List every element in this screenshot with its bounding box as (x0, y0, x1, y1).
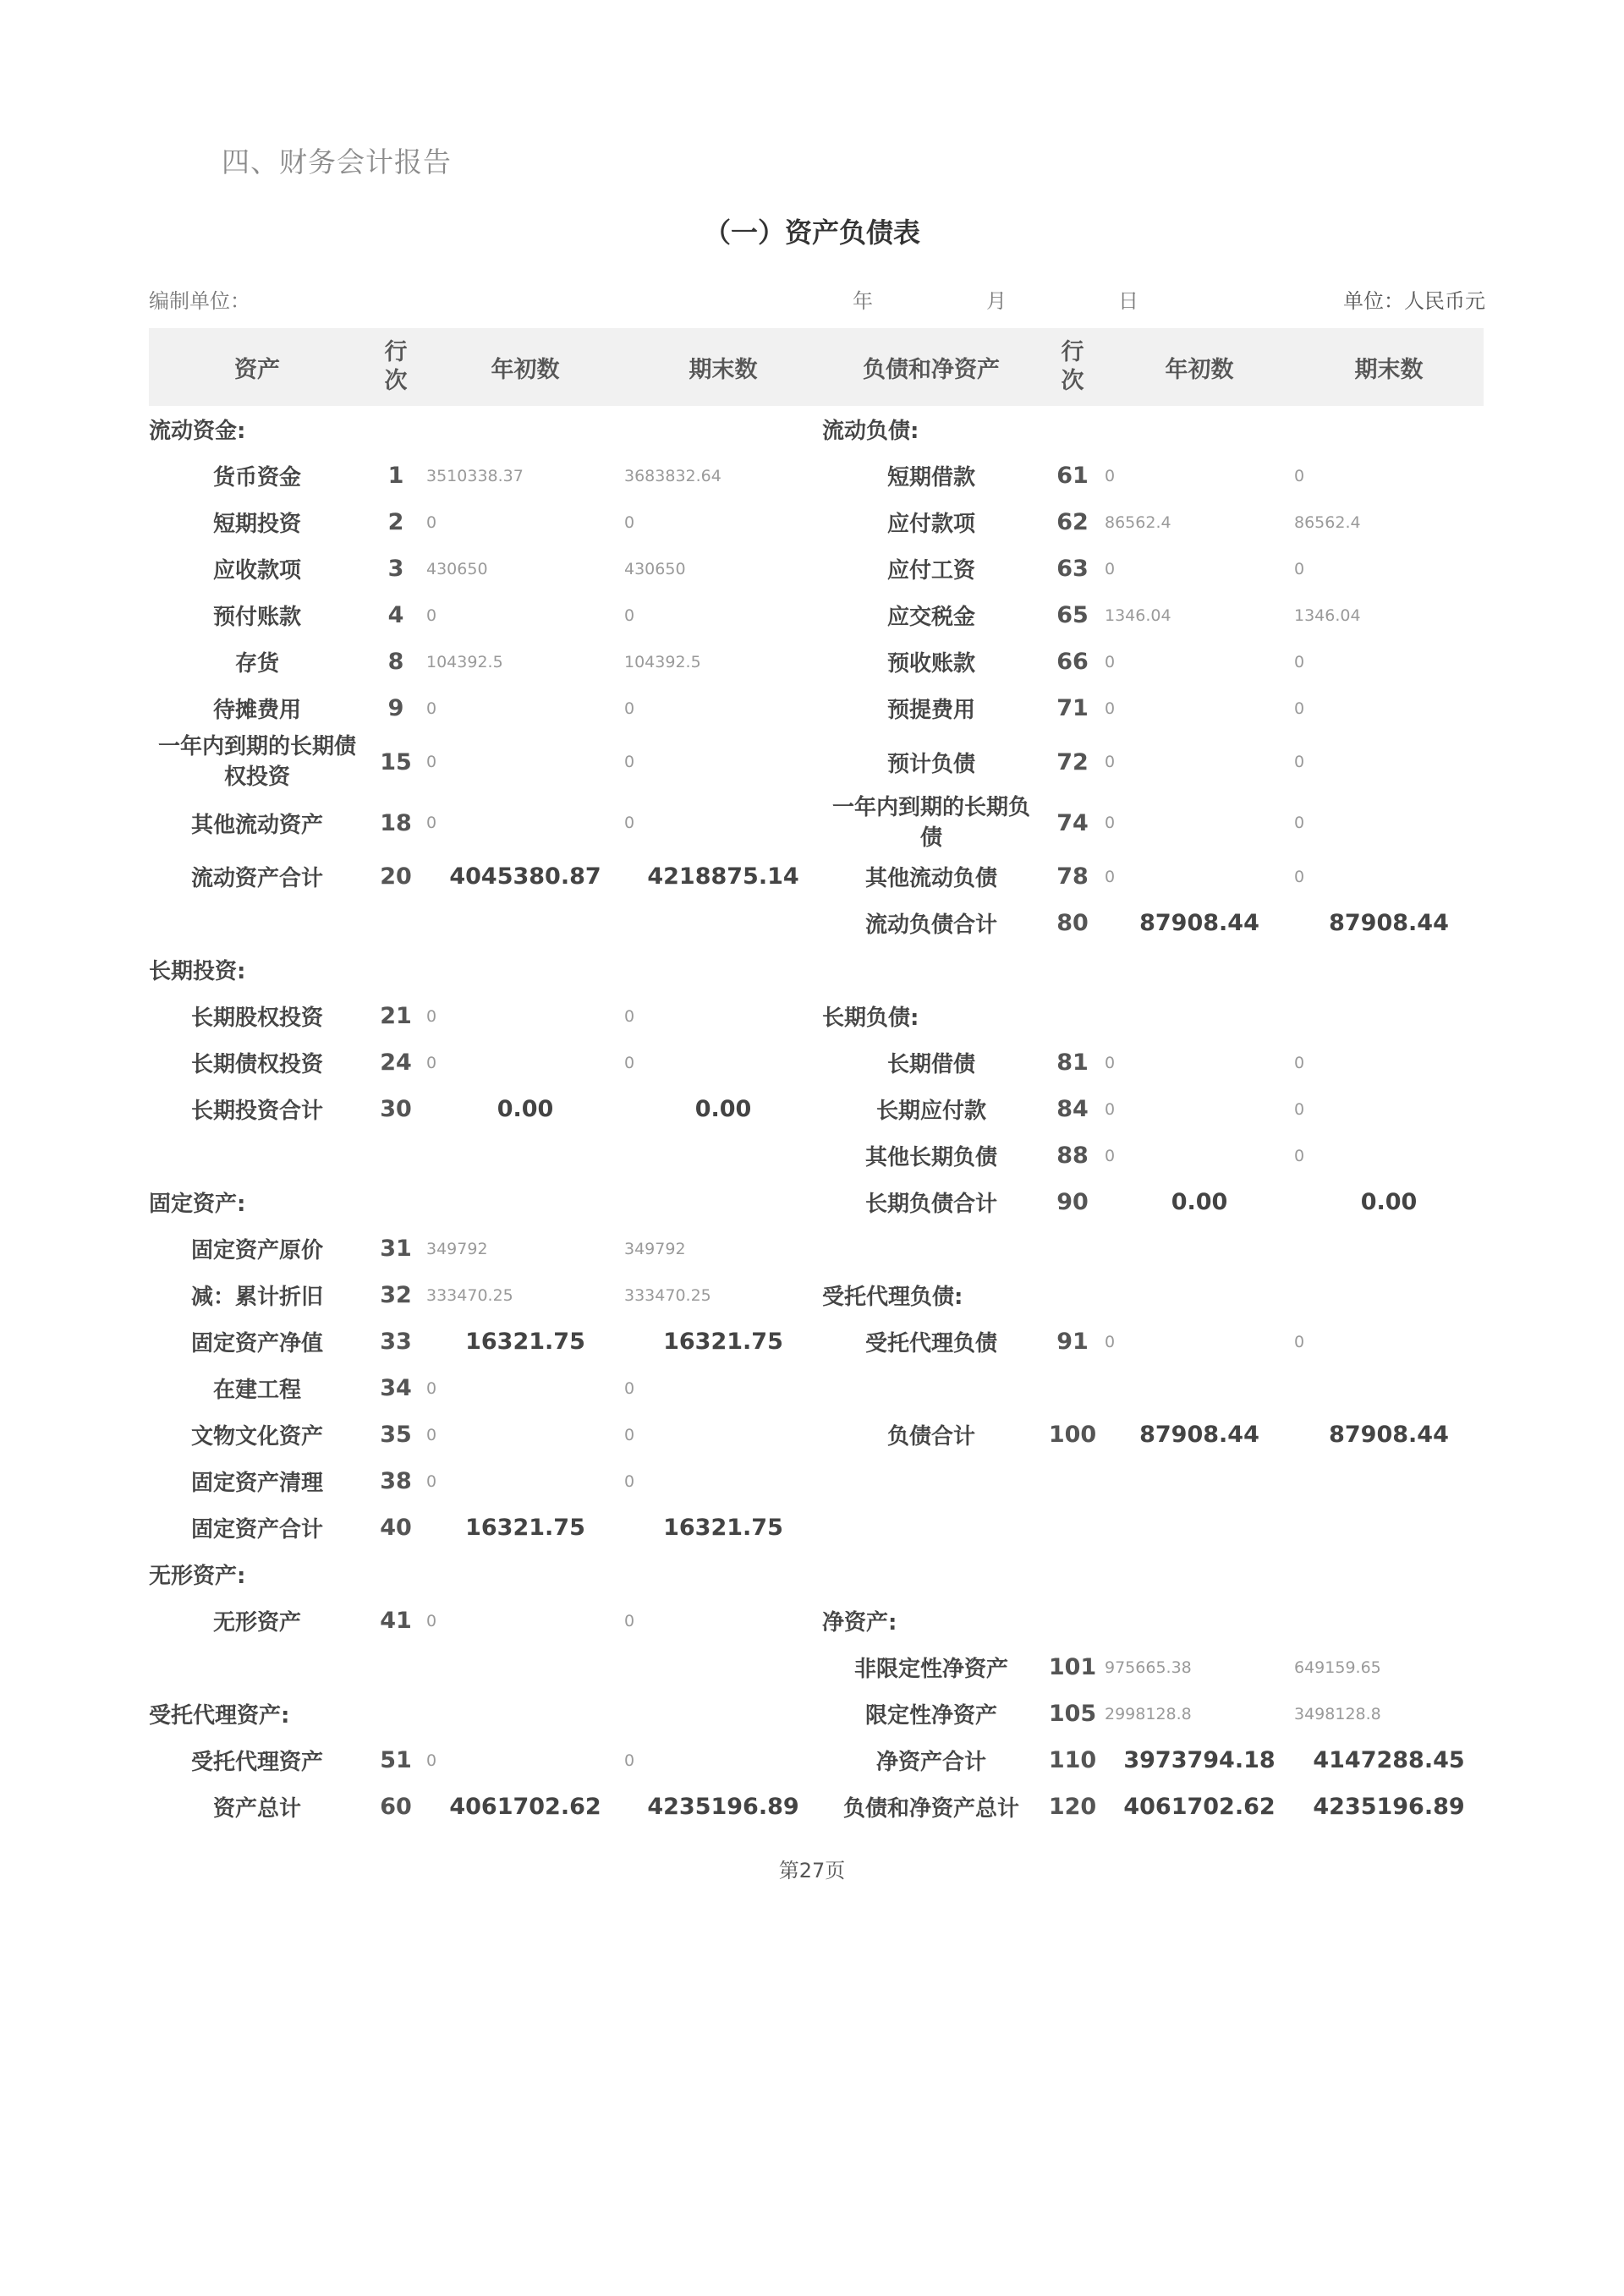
table-row (149, 1318, 1484, 1365)
empty-cell (822, 1225, 1040, 1272)
item-label: 应交税金 (886, 605, 975, 630)
table-row (149, 1551, 1484, 1597)
end-value: 16321.75 (663, 1515, 783, 1541)
empty-cell (1294, 946, 1484, 993)
begin-value: 0 (426, 753, 437, 771)
end-value: 0 (1294, 466, 1305, 485)
empty-cell (822, 1504, 1040, 1551)
empty-cell (624, 900, 822, 946)
table-header-row (149, 328, 1484, 406)
table-row (149, 732, 1484, 792)
table-row (149, 1132, 1484, 1179)
total-label: 长期投资合计 (190, 1099, 323, 1124)
end-value: 16321.75 (663, 1329, 783, 1355)
row-number: 74 (1056, 809, 1089, 836)
category-label: 无形资产: (149, 1564, 246, 1589)
end-value: 3498128.8 (1294, 1704, 1381, 1723)
item-label: 存货 (234, 651, 279, 677)
empty-cell (822, 1458, 1040, 1504)
row-number: 41 (380, 1608, 412, 1634)
end-value: 4218875.14 (647, 863, 799, 890)
begin-value: 0 (1105, 753, 1116, 771)
empty-cell (1040, 1504, 1105, 1551)
table-row (149, 1039, 1484, 1086)
end-value: 4235196.89 (1313, 1794, 1465, 1820)
empty-cell (1040, 1365, 1105, 1411)
begin-value: 0 (1105, 699, 1116, 718)
balance-sheet-table (149, 328, 1484, 1830)
row-number: 8 (387, 649, 404, 675)
row-number: 40 (380, 1515, 412, 1541)
begin-value: 87908.44 (1139, 910, 1259, 936)
empty-cell (624, 1644, 822, 1690)
row-number: 31 (380, 1236, 412, 1262)
end-value: 0 (1294, 1053, 1305, 1072)
header-end: 期末数 (624, 328, 822, 406)
begin-value: 0 (426, 606, 437, 625)
begin-value: 0 (1105, 466, 1116, 485)
row-number: 101 (1048, 1654, 1097, 1680)
end-value: 0 (1294, 1332, 1305, 1351)
item-label: 短期投资 (212, 512, 301, 537)
begin-value: 0 (426, 1751, 437, 1770)
table-row (149, 1504, 1484, 1551)
table-row (149, 1644, 1484, 1690)
begin-value: 4061702.62 (449, 1794, 601, 1820)
end-value: 4235196.89 (647, 1794, 799, 1820)
empty-cell (822, 1365, 1040, 1411)
begin-value: 0 (1105, 1332, 1116, 1351)
row-number: 100 (1048, 1422, 1097, 1448)
end-value: 349792 (624, 1239, 686, 1258)
row-number: 60 (380, 1794, 412, 1820)
total-label: 流动负债合计 (864, 912, 997, 938)
month-label: 月 (986, 289, 1007, 313)
end-value: 0 (624, 699, 635, 718)
row-number: 9 (387, 695, 404, 721)
begin-value: 0 (426, 1425, 437, 1444)
total-label: 净资产合计 (875, 1750, 986, 1775)
begin-value: 333470.25 (426, 1285, 513, 1305)
row-number: 72 (1056, 748, 1089, 775)
row-number: 61 (1056, 463, 1089, 489)
row-number: 21 (380, 1003, 412, 1029)
end-value: 0 (1294, 753, 1305, 771)
row-number: 15 (380, 748, 412, 775)
row-number: 2 (387, 509, 404, 535)
begin-value: 0 (426, 699, 437, 718)
row-number: 32 (380, 1282, 412, 1308)
empty-cell (822, 1551, 1040, 1597)
end-value: 0 (624, 814, 635, 832)
empty-cell (1105, 1504, 1294, 1551)
empty-cell (1294, 1504, 1484, 1551)
table-row (149, 792, 1484, 853)
row-number: 84 (1056, 1096, 1089, 1122)
row-number: 110 (1048, 1747, 1097, 1773)
row-number: 18 (380, 809, 412, 836)
category-label: 净资产: (822, 1610, 897, 1636)
begin-value: 0 (426, 1611, 437, 1630)
item-label: 货币资金 (212, 465, 301, 490)
end-value: 0 (1294, 699, 1305, 718)
item-label: 其他长期负债 (864, 1145, 997, 1170)
total-label: 固定资产净值 (190, 1331, 323, 1356)
item-label: 减：累计折旧 (190, 1285, 323, 1310)
table-row (149, 1272, 1484, 1318)
end-value: 0 (1294, 652, 1305, 671)
header-row-no-2 (1040, 328, 1105, 406)
item-label: 受托代理资产 (190, 1750, 323, 1775)
table-row (149, 499, 1484, 545)
end-value: 104392.5 (624, 652, 701, 671)
empty-cell (822, 946, 1040, 993)
item-label: 一年内到期的长期债权投资 (157, 734, 356, 790)
begin-value: 0 (1105, 814, 1116, 832)
row-number: 90 (1056, 1189, 1089, 1215)
table-row (149, 900, 1484, 946)
table-row (149, 1225, 1484, 1272)
item-label: 受托代理负债 (864, 1331, 997, 1356)
item-label: 其他流动资产 (190, 812, 323, 838)
end-value: 0.00 (1360, 1189, 1418, 1215)
end-value: 87908.44 (1329, 1422, 1449, 1448)
begin-value: 3973794.18 (1123, 1747, 1276, 1773)
item-label: 预计负债 (886, 751, 975, 777)
end-value: 0 (1294, 559, 1305, 578)
end-value: 0.00 (694, 1096, 752, 1122)
table-row (149, 1690, 1484, 1737)
end-value: 0 (1294, 1146, 1305, 1165)
end-value: 0 (1294, 867, 1305, 886)
page-number: 第27页 (778, 1859, 846, 1882)
end-value: 0 (624, 1053, 635, 1072)
table-row (149, 1458, 1484, 1504)
table-row (149, 685, 1484, 732)
empty-cell (1294, 1458, 1484, 1504)
begin-value: 3510338.37 (426, 466, 524, 485)
year-label: 年 (853, 289, 873, 313)
begin-value: 0 (426, 1471, 437, 1491)
empty-cell (1040, 946, 1105, 993)
table-row (149, 946, 1484, 993)
begin-value: 0 (1105, 652, 1116, 671)
empty-cell (1294, 1365, 1484, 1411)
item-label: 文物文化资产 (190, 1424, 323, 1449)
empty-cell (365, 1644, 426, 1690)
row-number: 88 (1056, 1143, 1089, 1169)
empty-cell (1040, 1551, 1105, 1597)
empty-cell (1105, 1365, 1294, 1411)
end-value: 0 (624, 1378, 635, 1398)
unit-label: 单位：人民币元 (1343, 289, 1485, 313)
item-label: 应付工资 (886, 558, 975, 584)
table-row (149, 406, 1484, 452)
row-number: 33 (380, 1329, 412, 1355)
begin-value: 0 (426, 1378, 437, 1398)
empty-cell (149, 900, 365, 946)
begin-value: 0 (426, 512, 437, 532)
table-row (149, 1737, 1484, 1784)
total-label: 固定资产合计 (190, 1517, 323, 1543)
begin-value: 2998128.8 (1105, 1704, 1192, 1723)
begin-value: 0 (1105, 867, 1116, 886)
begin-value: 349792 (426, 1239, 488, 1258)
begin-value: 86562.4 (1105, 512, 1171, 532)
row-number: 80 (1056, 910, 1089, 936)
empty-cell (426, 1132, 624, 1179)
begin-value: 4045380.87 (449, 863, 601, 890)
end-value: 0 (624, 1611, 635, 1630)
item-label: 预收账款 (886, 651, 975, 677)
row-number: 63 (1056, 556, 1089, 582)
empty-cell (1105, 1225, 1294, 1272)
header-liability: 负债和净资产 (822, 328, 1040, 406)
total-label: 资产总计 (212, 1796, 301, 1822)
category-label: 受托代理资产: (149, 1703, 290, 1729)
item-label: 无形资产 (212, 1610, 301, 1636)
empty-cell (1105, 1458, 1294, 1504)
total-label: 流动资产合计 (190, 866, 323, 891)
begin-value: 0 (426, 1053, 437, 1072)
table-row (149, 592, 1484, 638)
item-label: 预付账款 (212, 605, 301, 630)
empty-cell (624, 1132, 822, 1179)
end-value: 0 (624, 753, 635, 771)
row-number: 51 (380, 1747, 412, 1773)
empty-cell (1294, 1551, 1484, 1597)
compiler-label: 编制单位： (149, 289, 250, 313)
document-title: （一）资产负债表 (703, 216, 920, 249)
end-value: 649159.65 (1294, 1658, 1381, 1677)
table-row (149, 853, 1484, 900)
empty-cell (426, 1644, 624, 1690)
row-number: 81 (1056, 1049, 1089, 1076)
end-value: 0 (624, 1751, 635, 1770)
item-label: 固定资产清理 (190, 1471, 323, 1496)
table-row (149, 1086, 1484, 1132)
table-row (149, 545, 1484, 592)
row-number: 30 (380, 1096, 412, 1122)
category-label: 流动负债: (822, 419, 919, 444)
header-begin: 年初数 (426, 328, 624, 406)
item-label: 应付款项 (886, 512, 975, 537)
row-number: 4 (387, 602, 404, 628)
category-label: 固定资产: (149, 1192, 246, 1217)
header-end-2: 期末数 (1294, 328, 1484, 406)
begin-value: 0.00 (497, 1096, 554, 1122)
item-label: 待摊费用 (212, 698, 301, 723)
table-row (149, 993, 1484, 1039)
begin-value: 0 (1105, 559, 1116, 578)
row-number: 62 (1056, 509, 1089, 535)
table-row (149, 638, 1484, 685)
begin-value: 87908.44 (1139, 1422, 1259, 1448)
table-row (149, 1784, 1484, 1830)
empty-cell (365, 900, 426, 946)
empty-cell (1105, 946, 1294, 993)
item-label: 长期债权投资 (190, 1052, 323, 1077)
row-number: 34 (380, 1375, 412, 1401)
total-label: 负债和净资产总计 (842, 1796, 1019, 1822)
header-row-no-text: 行次 (384, 339, 408, 394)
section-heading: 四、财务会计报告 (222, 145, 452, 178)
item-label: 应收款项 (212, 558, 301, 584)
begin-value: 430650 (426, 559, 488, 578)
end-value: 0 (624, 1425, 635, 1444)
item-label: 限定性净资产 (864, 1703, 997, 1729)
item-label: 预提费用 (886, 698, 975, 723)
item-label: 一年内到期的长期负债 (831, 795, 1030, 851)
begin-value: 975665.38 (1105, 1658, 1192, 1677)
table-row (149, 1597, 1484, 1644)
row-number: 105 (1048, 1701, 1097, 1727)
begin-value: 1346.04 (1105, 606, 1171, 625)
table-row (149, 1365, 1484, 1411)
table-row (149, 1411, 1484, 1458)
begin-value: 0 (426, 1006, 437, 1026)
row-number: 65 (1056, 602, 1089, 628)
end-value: 86562.4 (1294, 512, 1361, 532)
item-label: 短期借款 (886, 465, 975, 490)
day-label: 日 (1118, 289, 1138, 313)
category-label: 长期负债: (822, 1006, 919, 1031)
item-label: 非限定性净资产 (853, 1657, 1008, 1682)
empty-cell (426, 900, 624, 946)
empty-cell (365, 1132, 426, 1179)
begin-value: 104392.5 (426, 652, 503, 671)
row-number: 35 (380, 1422, 412, 1448)
row-number: 120 (1048, 1794, 1097, 1820)
row-number: 24 (380, 1049, 412, 1076)
header-asset: 资产 (149, 328, 365, 406)
empty-cell (1040, 1225, 1105, 1272)
row-number: 38 (380, 1468, 412, 1494)
end-value: 4147288.45 (1313, 1747, 1465, 1773)
begin-value: 0 (1105, 1099, 1116, 1119)
category-label: 长期投资: (149, 959, 246, 984)
item-label: 其他流动负债 (864, 866, 997, 891)
category-label: 流动资金: (149, 419, 246, 444)
row-number: 78 (1056, 863, 1089, 890)
row-number: 71 (1056, 695, 1089, 721)
row-number: 91 (1056, 1329, 1089, 1355)
category-label: 受托代理负债: (822, 1285, 963, 1310)
end-value: 0 (1294, 1099, 1305, 1119)
end-value: 333470.25 (624, 1285, 711, 1305)
begin-value: 0 (1105, 1053, 1116, 1072)
end-value: 1346.04 (1294, 606, 1361, 625)
total-label: 长期负债合计 (864, 1192, 997, 1217)
header-begin-2: 年初数 (1105, 328, 1294, 406)
empty-cell (1105, 1551, 1294, 1597)
end-value: 0 (624, 512, 635, 532)
table-row (149, 1179, 1484, 1225)
end-value: 3683832.64 (624, 466, 721, 485)
item-label: 长期应付款 (875, 1099, 986, 1124)
end-value: 0 (1294, 814, 1305, 832)
item-label: 在建工程 (212, 1378, 301, 1403)
item-label: 固定资产原价 (190, 1238, 323, 1263)
end-value: 430650 (624, 559, 686, 578)
begin-value: 16321.75 (465, 1515, 585, 1541)
total-label: 负债合计 (886, 1424, 975, 1449)
begin-value: 4061702.62 (1123, 1794, 1276, 1820)
row-number: 66 (1056, 649, 1089, 675)
empty-cell (1294, 1225, 1484, 1272)
table-row (149, 452, 1484, 499)
empty-cell (149, 1132, 365, 1179)
item-label: 长期借债 (886, 1052, 975, 1077)
begin-value: 0 (426, 814, 437, 832)
end-value: 0 (624, 606, 635, 625)
begin-value: 0.00 (1171, 1189, 1228, 1215)
header-row-no (365, 328, 426, 406)
end-value: 0 (624, 1006, 635, 1026)
item-label: 长期股权投资 (190, 1006, 323, 1031)
begin-value: 0 (1105, 1146, 1116, 1165)
begin-value: 16321.75 (465, 1329, 585, 1355)
balance-sheet-body (149, 406, 1484, 1830)
row-number: 20 (380, 863, 412, 890)
header-row-no-2-text: 行次 (1061, 339, 1084, 394)
empty-cell (1040, 1458, 1105, 1504)
row-number: 3 (387, 556, 404, 582)
row-number: 1 (387, 463, 404, 489)
empty-cell (149, 1644, 365, 1690)
end-value: 87908.44 (1329, 910, 1449, 936)
end-value: 0 (624, 1471, 635, 1491)
